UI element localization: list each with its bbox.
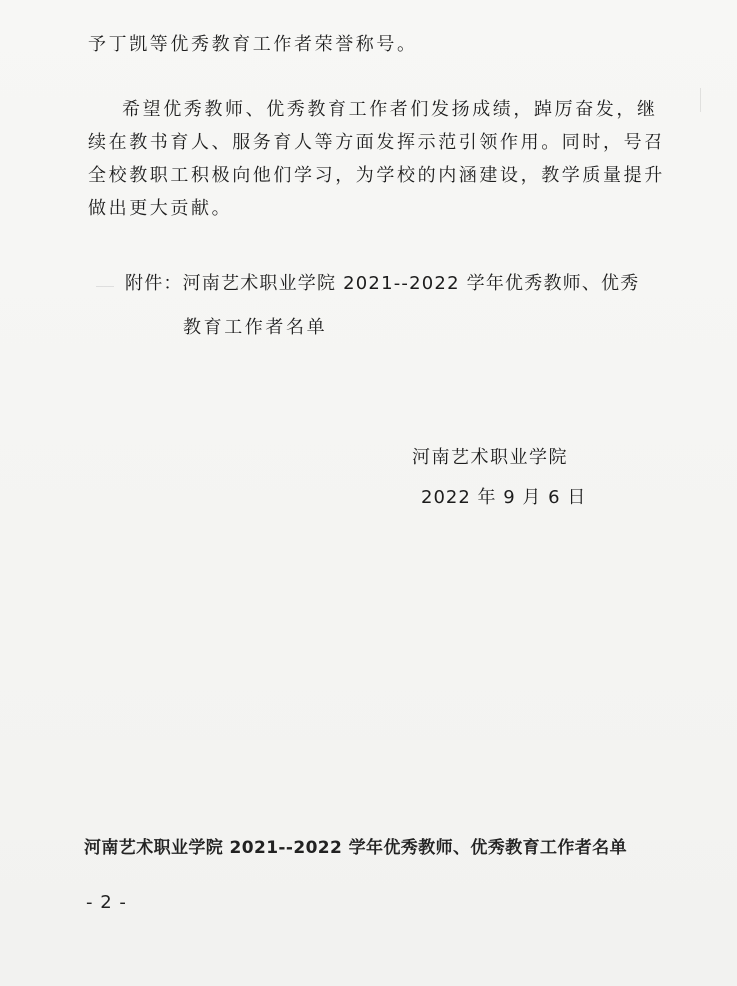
body-line-3: 续在教书育人、服务育人等方面发挥示范引领作用。同时，号召 — [88, 132, 665, 153]
scan-artifact-right — [700, 88, 701, 112]
footer-attachment-title: 河南艺术职业学院 2021--2022 学年优秀教师、优秀教育工作者名单 — [84, 838, 627, 858]
scan-artifact-left — [96, 286, 114, 287]
body-line-1: 予丁凯等优秀教育工作者荣誉称号。 — [88, 34, 418, 55]
attachment-line-1: 附件：河南艺术职业学院 2021--2022 学年优秀教师、优秀 — [125, 273, 640, 294]
body-line-2: 希望优秀教师、优秀教育工作者们发扬成绩，踔厉奋发，继 — [122, 99, 658, 120]
page-number: - 2 - — [86, 892, 127, 913]
signature-organization: 河南艺术职业学院 — [412, 447, 568, 468]
signature-date: 2022 年 9 月 6 日 — [421, 487, 587, 508]
body-line-5: 做出更大贡献。 — [88, 198, 233, 219]
attachment-line-2: 教育工作者名单 — [183, 317, 328, 338]
body-line-4: 全校教职工积极向他们学习，为学校的内涵建设，教学质量提升 — [88, 165, 665, 186]
